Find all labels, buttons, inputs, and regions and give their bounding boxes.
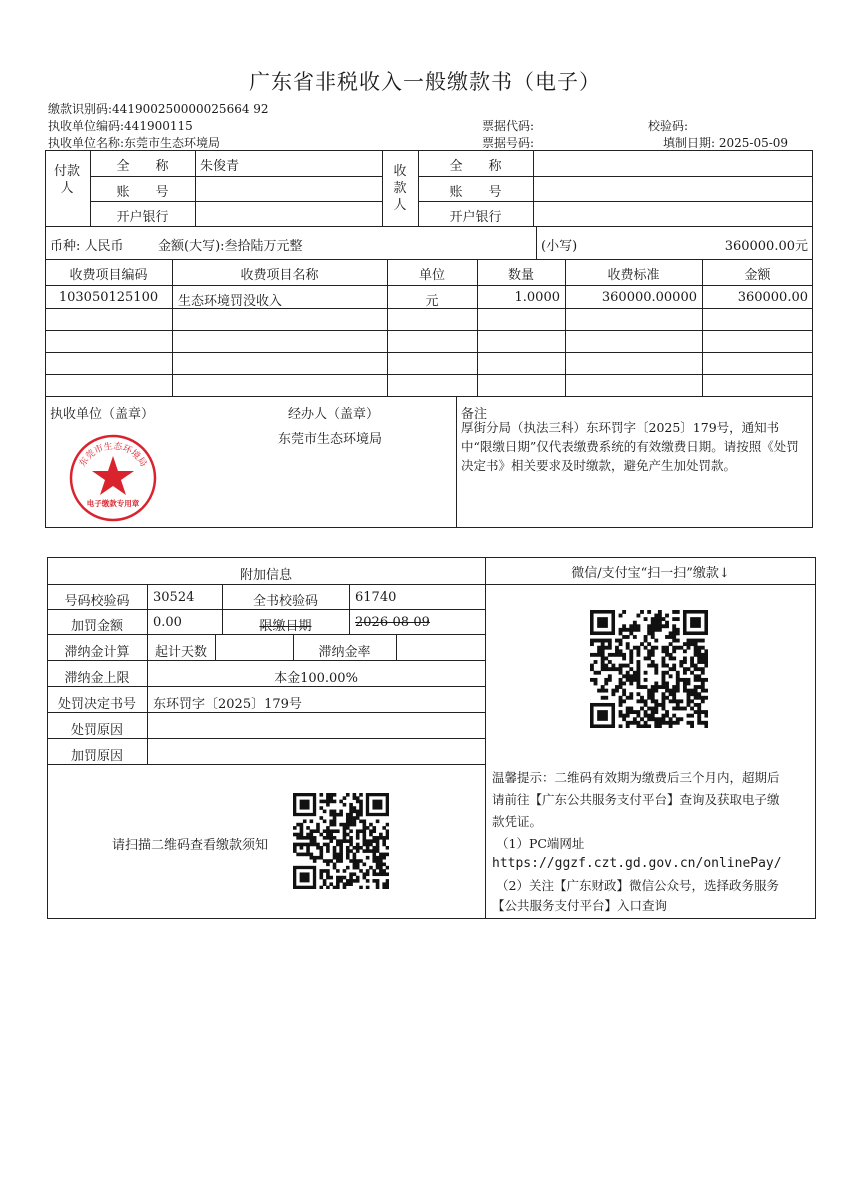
late-rate-label: 滞纳金率 (318, 645, 371, 660)
extra-reason-label: 加罚原因 (70, 749, 123, 764)
late-fee-calc-label: 滞纳金计算 (64, 645, 130, 660)
col-header-qty: 数量 (507, 268, 534, 283)
decision-no-label: 处罚决定书号 (57, 697, 136, 712)
row-amount: 360000.00 (737, 290, 808, 305)
payee-bank-label: 开户银行 (449, 210, 502, 225)
remark-label: 备注 (461, 407, 488, 422)
amount-small-value: 360000.00元 (724, 239, 808, 254)
scan-notice: 请扫描二维码查看缴款须知 (112, 838, 269, 853)
payment-qr-code[interactable] (590, 610, 708, 728)
penalty-amount-label: 加罚金额 (70, 619, 123, 634)
fill-date: 填制日期: 2025-05-09 (663, 136, 789, 150)
bill-no-label: 票据号码: (482, 136, 535, 150)
col-header-amount: 金额 (744, 268, 771, 283)
payer-bank-label: 开户银行 (116, 210, 169, 225)
unit-seal-label: 执收单位（盖章） (50, 407, 155, 422)
notice-qr-code[interactable] (293, 793, 389, 889)
deadline-value: 2026-08-09 (355, 615, 430, 630)
unit-code: 执收单位编码:441900115 (48, 119, 193, 133)
check-code-label: 校验码: (648, 119, 689, 133)
handler-label: 经办人（盖章） (288, 407, 380, 422)
bill-code-label: 票据代码: (482, 119, 535, 133)
tip-line-1: 温馨提示：二维码有效期为缴费后三个月内，超期后 (492, 770, 780, 785)
book-check-label: 全书校验码 (252, 594, 318, 609)
late-cap-label: 滞纳金上限 (64, 671, 130, 686)
tip-url[interactable]: https://ggzf.czt.gd.gov.cn/onlinePay/ (492, 856, 782, 871)
tip-line-7: 【公共服务支付平台】入口查询 (492, 898, 668, 913)
extra-title: 附加信息 (239, 568, 292, 583)
payee-section-label: 收款人 (393, 164, 407, 213)
official-stamp (68, 433, 158, 523)
payer-name-label: 全 称 (116, 159, 169, 174)
amount-small-label: (小写) (541, 239, 578, 254)
book-check-value: 61740 (355, 590, 397, 605)
amount-upper: 金额(大写):叁拾陆万元整 (158, 239, 303, 254)
decision-no-value: 东环罚字〔2025〕179号 (153, 697, 302, 712)
tip-line-4: （1）PC端网址 (496, 836, 585, 851)
row-qty: 1.0000 (514, 290, 560, 305)
late-cap-value: 本金100.00% (274, 671, 358, 686)
row-standard: 360000.00000 (601, 290, 697, 305)
handler-value: 东莞市生态环境局 (278, 432, 383, 447)
col-header-standard: 收费标准 (607, 268, 660, 283)
payer-account-label: 账 号 (116, 185, 169, 200)
currency: 币种: 人民币 (50, 239, 124, 254)
row-code: 103050125100 (58, 290, 159, 305)
payer-section-label: 付款人 (53, 164, 80, 196)
penalty-amount-value: 0.00 (153, 615, 182, 630)
num-check-value: 30524 (153, 590, 195, 605)
payer-name-value: 朱俊青 (200, 159, 240, 174)
payment-id: 缴款识别码:441900250000025664 92 (48, 102, 269, 116)
row-name: 生态环境罚没收入 (178, 294, 283, 309)
col-header-unit: 单位 (418, 268, 445, 283)
tip-line-3: 款凭证。 (492, 814, 543, 829)
svg-text:东莞市生态环境局: 东莞市生态环境局 (77, 441, 149, 469)
document-title: 广东省非税收入一般缴款书（电子） (249, 70, 601, 94)
qr-pay-title: 微信/支付宝“扫一扫”缴款↓ (571, 566, 730, 581)
unit-name: 执收单位名称:东莞市生态环境局 (48, 136, 221, 150)
tip-line-2: 请前往【广东公共服务支付平台】查询及获取电子缴 (492, 792, 780, 807)
penalty-reason-label: 处罚原因 (70, 723, 123, 738)
num-check-label: 号码校验码 (64, 594, 130, 609)
col-header-name: 收费项目名称 (240, 268, 319, 283)
row-unit: 元 (425, 294, 439, 309)
tip-line-6: （2）关注【广东财政】微信公众号，选择政务服务 (496, 878, 779, 893)
payee-account-label: 账 号 (449, 185, 502, 200)
payee-name-label: 全 称 (449, 159, 502, 174)
deadline-label: 限缴日期 (259, 619, 312, 634)
svg-text:电子缴款专用章: 电子缴款专用章 (86, 499, 140, 508)
start-days-label: 起计天数 (154, 645, 207, 660)
remark-text: 厚街分局（执法三科）东环罚字〔2025〕179号，通知书中“限缴日期”仅代表缴费系统的有效缴费日期。请按照《处罚决定书》相关要求及时缴款，避免产生加处罚款。 (461, 420, 799, 473)
col-header-code: 收费项目编码 (69, 268, 148, 283)
